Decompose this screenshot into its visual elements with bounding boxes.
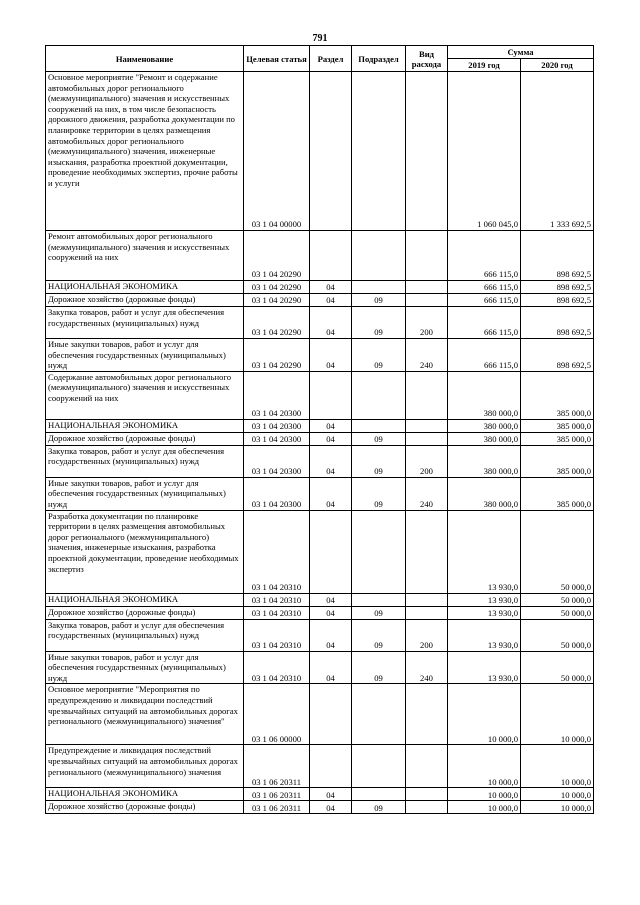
row-sum-2019: 13 930,0 — [448, 619, 521, 651]
row-name: Закупка товаров, работ и услуг для обеспечения государственных (муниципальных) нужд — [46, 619, 244, 651]
row-name: Разработка документации по планировке территории в целях размещения автомобильных дорог регионального (межмуниципального) значения, инженерные изыскания, разработка проектной документации, проведение необходимых экспертиз — [46, 510, 244, 593]
row-subsection: 09 — [352, 477, 406, 510]
header-sum: Сумма — [448, 46, 594, 59]
row-section: 04 — [310, 651, 352, 684]
table-row — [46, 72, 594, 231]
row-target-code: 03 1 04 20290 — [244, 231, 310, 281]
row-subsection: 09 — [352, 801, 406, 814]
row-expense-type — [406, 72, 448, 231]
row-section: 04 — [310, 294, 352, 307]
row-section — [310, 510, 352, 593]
header-expense-type: Вид расхода — [406, 46, 448, 72]
table-row — [46, 307, 594, 339]
row-sum-2020: 898 692,5 — [521, 339, 594, 372]
table-row — [46, 510, 594, 593]
row-expense-type: 200 — [406, 445, 448, 477]
row-name: Иные закупки товаров, работ и услуг для обеспечения государственных (муниципальных) нужд — [46, 651, 244, 684]
row-name: Ремонт автомобильных дорог регионального (межмуниципального) значения и искусственных сооружений на них — [46, 231, 244, 281]
row-name: Содержание автомобильных дорог регионального (межмуниципального) значения и искусственных сооружений на них — [46, 371, 244, 419]
row-subsection — [352, 593, 406, 606]
row-sum-2020: 50 000,0 — [521, 606, 594, 619]
row-subsection — [352, 371, 406, 419]
row-name: Предупреждение и ликвидация последствий чрезвычайных ситуаций на автомобильных дорогах регионального (межмуниципального) значения — [46, 745, 244, 788]
row-expense-type — [406, 801, 448, 814]
row-section — [310, 684, 352, 745]
row-sum-2020: 10 000,0 — [521, 801, 594, 814]
row-name: НАЦИОНАЛЬНАЯ ЭКОНОМИКА — [46, 593, 244, 606]
row-section: 04 — [310, 788, 352, 801]
row-sum-2020: 10 000,0 — [521, 788, 594, 801]
row-expense-type — [406, 231, 448, 281]
row-sum-2020: 898 692,5 — [521, 281, 594, 294]
row-sum-2020: 385 000,0 — [521, 371, 594, 419]
row-name: Основное мероприятие "Ремонт и содержание автомобильных дорог регионального (межмуниципального) значения и искусственных сооружений на них, в том числе безопасность дорожного движения, разработка документации по планировке территории в целях размещения автомобильных дорог регионального (межмуниципального) значения, инженерные изыскания, разработка проектной документации, проведение необходимых экспертиз, прочие работы и услуги — [46, 72, 244, 231]
row-section: 04 — [310, 606, 352, 619]
row-sum-2019: 666 115,0 — [448, 231, 521, 281]
row-target-code: 03 1 06 20311 — [244, 801, 310, 814]
row-name: Иные закупки товаров, работ и услуг для обеспечения государственных (муниципальных) нужд — [46, 477, 244, 510]
row-sum-2019: 13 930,0 — [448, 651, 521, 684]
table-row — [46, 745, 594, 788]
row-section: 04 — [310, 593, 352, 606]
table-row — [46, 477, 594, 510]
row-target-code: 03 1 04 20300 — [244, 477, 310, 510]
table-row — [46, 684, 594, 745]
row-subsection — [352, 745, 406, 788]
row-sum-2019: 10 000,0 — [448, 801, 521, 814]
row-subsection — [352, 788, 406, 801]
row-sum-2019: 1 060 045,0 — [448, 72, 521, 231]
table-row — [46, 231, 594, 281]
table-row — [46, 788, 594, 801]
row-expense-type — [406, 684, 448, 745]
row-target-code: 03 1 04 20290 — [244, 294, 310, 307]
row-sum-2019: 13 930,0 — [448, 593, 521, 606]
row-expense-type: 240 — [406, 651, 448, 684]
row-section: 04 — [310, 307, 352, 339]
row-subsection — [352, 510, 406, 593]
header-row — [46, 46, 594, 59]
row-subsection — [352, 231, 406, 281]
row-expense-type — [406, 745, 448, 788]
row-target-code: 03 1 04 20290 — [244, 307, 310, 339]
row-sum-2020: 385 000,0 — [521, 477, 594, 510]
table-body — [46, 72, 594, 814]
row-name: Иные закупки товаров, работ и услуг для обеспечения государственных (муниципальных) нужд — [46, 339, 244, 372]
row-target-code: 03 1 04 20300 — [244, 371, 310, 419]
row-expense-type — [406, 281, 448, 294]
row-expense-type — [406, 294, 448, 307]
row-name: Закупка товаров, работ и услуг для обеспечения государственных (муниципальных) нужд — [46, 445, 244, 477]
row-target-code: 03 1 04 20310 — [244, 510, 310, 593]
row-section — [310, 745, 352, 788]
row-name: НАЦИОНАЛЬНАЯ ЭКОНОМИКА — [46, 281, 244, 294]
row-sum-2019: 380 000,0 — [448, 371, 521, 419]
row-sum-2020: 385 000,0 — [521, 419, 594, 432]
row-sum-2019: 10 000,0 — [448, 745, 521, 788]
table-row — [46, 294, 594, 307]
row-sum-2020: 898 692,5 — [521, 307, 594, 339]
row-sum-2019: 13 930,0 — [448, 606, 521, 619]
row-expense-type — [406, 606, 448, 619]
row-section: 04 — [310, 445, 352, 477]
row-sum-2020: 898 692,5 — [521, 231, 594, 281]
table-row — [46, 619, 594, 651]
header-subsection: Подраздел — [352, 46, 406, 72]
row-target-code: 03 1 04 20310 — [244, 619, 310, 651]
header-target: Целевая статья — [244, 46, 310, 72]
table-row — [46, 801, 594, 814]
row-subsection: 09 — [352, 294, 406, 307]
row-sum-2020: 385 000,0 — [521, 445, 594, 477]
row-sum-2020: 10 000,0 — [521, 745, 594, 788]
row-sum-2019: 10 000,0 — [448, 788, 521, 801]
row-section: 04 — [310, 432, 352, 445]
row-expense-type — [406, 432, 448, 445]
row-name: Основное мероприятие "Мероприятия по предупреждению и ликвидации последствий чрезвычайных ситуаций на автомобильных дорогах регионального (межмуниципального) значения" — [46, 684, 244, 745]
row-expense-type: 240 — [406, 339, 448, 372]
table-row — [46, 445, 594, 477]
row-target-code: 03 1 04 20290 — [244, 339, 310, 372]
row-section — [310, 231, 352, 281]
row-name: НАЦИОНАЛЬНАЯ ЭКОНОМИКА — [46, 419, 244, 432]
header-2020: 2020 год — [521, 59, 594, 72]
row-sum-2020: 385 000,0 — [521, 432, 594, 445]
row-target-code: 03 1 04 20310 — [244, 593, 310, 606]
row-expense-type — [406, 788, 448, 801]
row-target-code: 03 1 04 00000 — [244, 72, 310, 231]
row-section: 04 — [310, 419, 352, 432]
row-subsection: 09 — [352, 307, 406, 339]
row-target-code: 03 1 04 20290 — [244, 281, 310, 294]
row-subsection: 09 — [352, 445, 406, 477]
table-row — [46, 651, 594, 684]
row-section — [310, 371, 352, 419]
row-name: Дорожное хозяйство (дорожные фонды) — [46, 432, 244, 445]
row-sum-2019: 10 000,0 — [448, 684, 521, 745]
row-sum-2020: 50 000,0 — [521, 619, 594, 651]
row-subsection: 09 — [352, 619, 406, 651]
row-expense-type — [406, 371, 448, 419]
table-row — [46, 339, 594, 372]
row-target-code: 03 1 04 20300 — [244, 432, 310, 445]
row-sum-2019: 666 115,0 — [448, 294, 521, 307]
header-section: Раздел — [310, 46, 352, 72]
row-section: 04 — [310, 801, 352, 814]
row-sum-2019: 13 930,0 — [448, 510, 521, 593]
row-expense-type — [406, 419, 448, 432]
table-row — [46, 606, 594, 619]
row-name: Дорожное хозяйство (дорожные фонды) — [46, 606, 244, 619]
row-target-code: 03 1 04 20310 — [244, 651, 310, 684]
row-target-code: 03 1 04 20300 — [244, 445, 310, 477]
row-subsection — [352, 684, 406, 745]
row-name: Закупка товаров, работ и услуг для обеспечения государственных (муниципальных) нужд — [46, 307, 244, 339]
row-sum-2020: 1 333 692,5 — [521, 72, 594, 231]
row-sum-2020: 10 000,0 — [521, 684, 594, 745]
row-target-code: 03 1 06 20311 — [244, 788, 310, 801]
row-subsection: 09 — [352, 339, 406, 372]
row-subsection — [352, 419, 406, 432]
row-sum-2019: 380 000,0 — [448, 477, 521, 510]
table-row — [46, 371, 594, 419]
budget-table — [45, 45, 594, 814]
page-number: 791 — [312, 33, 328, 44]
row-sum-2020: 898 692,5 — [521, 294, 594, 307]
row-target-code: 03 1 04 20310 — [244, 606, 310, 619]
row-name: Дорожное хозяйство (дорожные фонды) — [46, 801, 244, 814]
row-sum-2020: 50 000,0 — [521, 593, 594, 606]
row-target-code: 03 1 06 00000 — [244, 684, 310, 745]
header-2019: 2019 год — [448, 59, 521, 72]
row-subsection — [352, 72, 406, 231]
table-row — [46, 281, 594, 294]
row-section: 04 — [310, 477, 352, 510]
row-sum-2019: 380 000,0 — [448, 419, 521, 432]
row-target-code: 03 1 06 20311 — [244, 745, 310, 788]
row-sum-2019: 380 000,0 — [448, 432, 521, 445]
row-expense-type: 200 — [406, 307, 448, 339]
table-row — [46, 432, 594, 445]
row-expense-type — [406, 593, 448, 606]
row-section: 04 — [310, 339, 352, 372]
row-sum-2019: 666 115,0 — [448, 307, 521, 339]
row-sum-2019: 380 000,0 — [448, 445, 521, 477]
table-row — [46, 593, 594, 606]
row-subsection: 09 — [352, 651, 406, 684]
row-section — [310, 72, 352, 231]
header-name: Наименование — [46, 46, 244, 72]
table-row — [46, 419, 594, 432]
row-sum-2019: 666 115,0 — [448, 281, 521, 294]
row-sum-2019: 666 115,0 — [448, 339, 521, 372]
row-sum-2020: 50 000,0 — [521, 651, 594, 684]
row-expense-type: 240 — [406, 477, 448, 510]
row-subsection: 09 — [352, 606, 406, 619]
row-section: 04 — [310, 619, 352, 651]
row-subsection: 09 — [352, 432, 406, 445]
row-expense-type: 200 — [406, 619, 448, 651]
row-expense-type — [406, 510, 448, 593]
row-subsection — [352, 281, 406, 294]
row-section: 04 — [310, 281, 352, 294]
row-sum-2020: 50 000,0 — [521, 510, 594, 593]
row-name: Дорожное хозяйство (дорожные фонды) — [46, 294, 244, 307]
row-name: НАЦИОНАЛЬНАЯ ЭКОНОМИКА — [46, 788, 244, 801]
row-target-code: 03 1 04 20300 — [244, 419, 310, 432]
